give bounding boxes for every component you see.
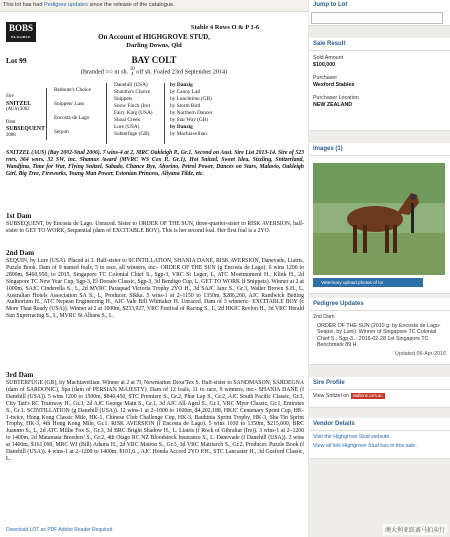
sire-label: Sire xyxy=(6,94,14,99)
brand-fraction xyxy=(130,67,135,77)
sold-amount-label: Sold Amount xyxy=(313,55,344,61)
g2-5: Fairy King (USA) xyxy=(114,110,153,116)
sale-result-title: Sale Result xyxy=(309,38,450,51)
pedigree-updates-link[interactable]: Pedigree updates xyxy=(44,2,88,8)
dam-sire: Encosta de Lago xyxy=(54,115,90,121)
g2-6: Shoal Creek xyxy=(114,117,141,123)
g2-2: Shantha's Choice xyxy=(114,89,151,95)
vendor-details-box xyxy=(309,418,450,459)
g2-4: Snow Finch (Ire) xyxy=(114,103,151,109)
g3-7: by Danzig xyxy=(170,124,193,130)
g3-1: by Danzig xyxy=(170,82,193,88)
purchaser-label: Purchaser xyxy=(313,75,338,81)
pedigree-updates-box xyxy=(309,298,450,365)
pedigree-bracket xyxy=(46,88,47,140)
pedigree-update-notice xyxy=(0,0,308,12)
logo-subtext: ELIGIBLE xyxy=(11,35,31,39)
purchaser: Wexford Stables xyxy=(313,81,355,88)
branded-post: off sh. Foaled 23rd September 2014) xyxy=(136,68,228,76)
pedigree-table xyxy=(6,82,304,146)
sire-year: (AUS) 2002 xyxy=(6,107,30,112)
sire-profile-box xyxy=(309,377,450,408)
images-title: Images (1) xyxy=(309,143,450,156)
view-sire-label: View Snitzel on xyxy=(313,393,350,399)
sire-summary: SNITZEL (AUS) (Bay 2002-Stud 2006). 7 wins-4 at 2, MRC Oakleigh P., Gr.1. Second on Aust. Sire List 2013-14. Sire of 523 rnrs, 364 wnrs, 32 SW, inc. Shamus Award (MVRC WS Cox P., Gr.1), Hot Snitzel, Sweet Idea, Sizzling, Snitzerland, Wandjina, Time for War, Flying Snitzel, Sabado, Chance Bye, Ahorino, Petrol Power, Dances on Stars, Malavio, Oakleigh Girl, Big Tree, Fireworks, Young Man Power, Estonian Princess, Aliyana Tilde, etc. xyxy=(6,150,304,177)
g3-2: by Canny Lad xyxy=(170,89,201,95)
third-dam-heading: 3rd Dam xyxy=(6,371,34,379)
update-text: ORDER OF THE SUN (2010 g. by Encosta de Lago-Sequin, by Lure): Winner of Singapore TC Colonial Chief S., Sgp-3... 2016-02-28 1st Singapore TC Benchmark 89 H. xyxy=(317,322,441,348)
g3-4: by Storm Bird xyxy=(170,103,201,109)
update-dam-label: 2nd Dam xyxy=(313,314,335,320)
sire-profile-title: Sire Profile xyxy=(309,377,450,390)
dam-year: 2008 xyxy=(6,133,16,138)
sire-sire: Redoute's Choice xyxy=(54,87,91,93)
g2-8: Subterfuge (GB) xyxy=(114,131,150,137)
g2-1: Danehill (USA) xyxy=(114,82,148,88)
vendor-location: Darling Downs, Qld xyxy=(126,42,182,49)
vendor-website-link[interactable]: Visit the Highgrove Stud website. xyxy=(313,434,391,440)
third-dam-text: SUBTERFUGE (GB), by Machiavellian. Winner at 2 at 7f, Newmarket Dexa'Tex S. Half-sister to SANDMASON, SARDEGNA (dam of SARDONIC), Spa (dam of PERSIAN MAJESTY). Dam of 12 foals, 11 to race, 9 winners, inc:- SHANIA DANE (f Danehill (USA)). 5 wins 1200 to 1500m, $846,450, STC Premiere S., Gr.2, Phar Lap S., Gr.2, AJC South Pacific Classic, Gr.3, City Tatt's RC Tramway H., Gr.3, 2d AJC George Main S., Gr.1, 3d AJC All-Aged S., Gr.1, VRC Myer Classic, Gr.1, Emirates S., Gr.1. SCINTILLATION (g Danehill (USA)). 12 wins-1 at 2–1000 to 1600m, $4,202,188, HKJC Centenary Sprint Cup, HK-1-twice, Hong Kong Classic Mile, HK-1, Chinese Club Challenge Cup, HK-3, Bauhinia Sprint Trophy, HK-3, Sha Tin Sprint Trophy, HK-3, 4th Hong Kong Mile, Gr.1. RISK AVERSION (f Encosta de Lago). 5 wins 1030 to 1350m, $215,000, BRC Juanmo S., L, 2d ATC Millie Fox S., Gr.3, 3d BRC Bright Shadow H., L. Liatris (f Rock of Gibraltar (Ire)). 3 wins-1 at 2–1200 to 1400m, 2d Matamata Breeders' S., Gr.2, 4th Otago RC NZ Bloodstock Insurance S., L. Danevade (f Danehill (USA)). 3 wins at 1400m, $161,090, MRC WJ (Bill) Adams H., 2d VRC Matron S., Gr.3, 3d VRC Matriarch S., Gr.2, Producer. Puzzle Book (f Danehill (USA)). 4 wins-1 at 2–1200 to 1400m, $101,0.., AJC Honda Accord 2YO P.H., STC Lancaster H., 3d Gosford Classic, L. xyxy=(6,380,304,462)
sold-amount: $100,000 xyxy=(313,61,336,68)
notice-text-end: since the release of the catalogue. xyxy=(87,2,175,8)
second-dam-heading: 2nd Dam xyxy=(6,249,35,257)
brand-den: 4 xyxy=(130,72,134,77)
jump-title: Jump to Lot xyxy=(313,2,348,8)
dam-dam: Sequin xyxy=(54,129,69,135)
stable-location: Stable 4 Rows O & P 1-6 xyxy=(190,24,260,31)
purchaser-location: NEW ZEALAND xyxy=(313,101,353,108)
stallions-badge[interactable]: stallions.com.au xyxy=(352,393,383,398)
first-dam-heading: 1st Dam xyxy=(6,212,32,220)
horse-illustration xyxy=(313,163,445,275)
update-date: Updated 06-Apr-2016 xyxy=(395,350,446,357)
horse-photo[interactable] xyxy=(313,163,445,275)
pdf-download-link[interactable]: Download LOT as PDF Adobe Reader Required xyxy=(6,527,113,533)
sire-dam: Snippets' Lass xyxy=(54,101,85,107)
sidebar xyxy=(309,0,450,537)
g3-6: by Star Way (GB) xyxy=(170,117,209,123)
lot-number: Lot 99 xyxy=(6,56,27,65)
sale-result-box xyxy=(309,38,450,131)
sire-name: SNITZEL xyxy=(6,101,32,107)
dam-label: Dam xyxy=(6,120,16,125)
g3-3: by Lunchtime (GB) xyxy=(170,96,212,102)
lot-title: BAY COLT xyxy=(131,55,177,65)
pedigree-bracket-3 xyxy=(164,83,165,144)
purchaser-location-label: Purchaser Location xyxy=(313,95,359,101)
g3-5: by Northern Dancer xyxy=(170,110,213,116)
g3-8: by Machiavellian xyxy=(170,131,207,137)
dam-name: SUBSEQUENT xyxy=(6,126,45,132)
branded-pre: (Branded ○○ nr sh. xyxy=(80,68,129,76)
vet-photos-button[interactable]: Veterinary upload photos of lot xyxy=(313,278,423,287)
logo-text: BOBS xyxy=(8,23,33,33)
g2-3: Snippets xyxy=(114,96,133,102)
jump-box xyxy=(309,0,450,26)
notice-text: This lot has had xyxy=(3,2,45,8)
jump-to-lot-input[interactable] xyxy=(311,12,443,24)
second-dam-text: SEQUIN, by Lure (USA). Placed at 3. Half-sister to SCINTILLATION, SHANIA DANE, RISK AVERSION, Danevade, Liatris, Puzzle Book. Dam of 9 named foals, 5 to race, all winners, inc:- ORDER OF THE SUN (g Encosta de Lago). 6 wins 1200 to 2800m, $460,950, to 2015, Singapore TC Colonial Chief S., Sgp-3, VRC St Leger, L, ATC Moetmoment H., Klink H., 2d Singapore TC New Year Cup, Sgp-3, El Dorado Classic, Sgp-3, 3d Bendigo Cup, L. GET TO WORK (f Snippets). Winner at 2 at 1000m, SAJC Cinderella S., L, 2d MVRC Paraquad Victoria Trophy 2YO H., 3d SAJC Janz S., Gr.3, Walter Brown S.H., L, Australian Hotels Association SA S., L, Producer. Sikka. 5 wins-1 at 2–1150 to 1350m, $286,200, AJC Randwick Betting Auditorium H., ATC Nepean Engineering H., AJC Vale Bill Whittaker H. Unraced. Dam of 3 winners:- EXCITABLE BOY (c More Than Ready (USA)). Winner at 2 at 1000m, $233,927, VRC Festival of Racing S., L, 2d HKJC Revlon H., 3d VRC Herald Sun Superracing S., L, MVRC St Albans S., L. xyxy=(6,258,304,320)
branded-line xyxy=(0,67,308,77)
g2-7: Lure (USA) xyxy=(114,124,140,130)
pedigree-bracket-2 xyxy=(106,83,107,144)
watermark: 澳大利亚跃赛马拍卖行 xyxy=(383,524,447,535)
pedigree-updates-title: Pedigree Updates xyxy=(309,298,450,311)
vendor-details-title: Vendor Details xyxy=(309,418,450,431)
vendor-lots-link[interactable]: View all lots Highgrove Stud has in this sale. xyxy=(313,442,417,449)
vendor-account: On Account of HIGHGROVE STUD, xyxy=(98,33,210,41)
first-dam-text: SUBSEQUENT, by Encosta de Lago. Unraced. Sister to ORDER OF THE SUN, three-quarter-sister to RISK AVERSION, half-sister to GET TO WORK, Sequential (dam of EXCITABLE BOY). This is her second foal. Her first foal is a 2YO. xyxy=(6,221,304,234)
brand-num: 10 xyxy=(129,67,135,72)
